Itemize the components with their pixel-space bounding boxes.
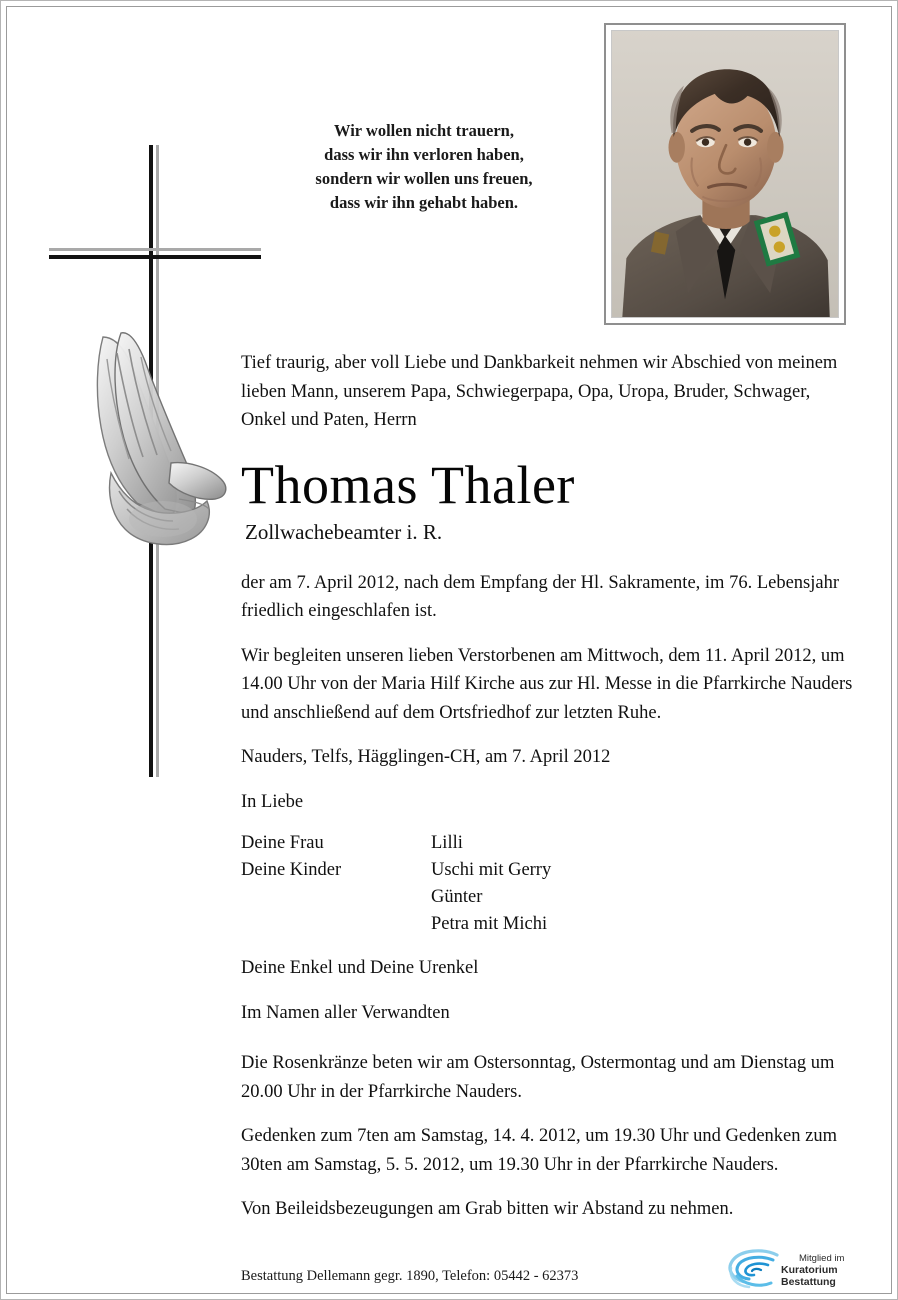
cross-horizontal-black xyxy=(49,255,261,259)
poem-line-3: sondern wir wollen uns freuen, xyxy=(315,169,533,188)
family-name-child-3: Petra mit Michi xyxy=(431,914,548,934)
deceased-name: Thomas Thaler xyxy=(241,454,575,515)
funeral-notice: Wir begleiten unseren lieben Verstorbenen am Mittwoch, dem 11. April 2012, um 14.00 Uhr von der Maria Hilf Kirche aus zur Hl. Messe in die Pfarrkirche Nauders und anschließend auf dem Ortsfriedhof zur letzten Ruhe. xyxy=(241,645,853,723)
funeral-home-info: Bestattung Dellemann gegr. 1890, Telefon: 05442 - 62373 xyxy=(241,1268,579,1284)
family-row-child-3 xyxy=(241,911,551,938)
logo-line-2: Kuratorium Bestattung xyxy=(781,1264,838,1288)
family-name-wife: Lilli xyxy=(431,833,463,853)
rosary-notice: Die Rosenkränze beten wir am Ostersonntag, Ostermontag und am Dienstag um 20.00 Uhr in der Pfarrkirche Nauders. xyxy=(241,1053,835,1102)
condolence-notice: Von Beileidsbezeugungen am Grab bitten wir Abstand zu nehmen. xyxy=(241,1199,734,1219)
poem-line-2: dass wir ihn verloren haben, xyxy=(324,145,524,164)
family-name-child-1: Uschi mit Gerry xyxy=(431,860,552,880)
family-label-children: Deine Kinder xyxy=(241,860,342,880)
family-row-wife xyxy=(241,830,551,857)
logo-line-1: Mitglied im xyxy=(799,1253,845,1264)
family-name-child-2: Günter xyxy=(431,887,483,907)
family-label-empty-2 xyxy=(241,911,431,938)
portrait-photo xyxy=(612,31,838,317)
family-label-wife: Deine Frau xyxy=(241,833,324,853)
memorial-notice: Gedenken zum 7ten am Samstag, 14. 4. 2012, um 19.30 Uhr und Gedenken zum 30ten am Samstag, 5. 5. 2012, um 19.30 Uhr in der Pfarrkirche Nauders. xyxy=(241,1126,837,1175)
deceased-role: Zollwachebeamter i. R. xyxy=(245,519,443,544)
cross-horizontal-gray xyxy=(49,248,261,251)
praying-hands-icon xyxy=(67,323,239,555)
places-and-date: Nauders, Telfs, Hägglingen-CH, am 7. April 2012 xyxy=(241,747,611,767)
portrait-mat xyxy=(611,30,839,318)
obituary-body xyxy=(241,349,857,1224)
relatives-line: Im Namen aller Verwandten xyxy=(241,1002,450,1023)
poem-line-4: dass wir ihn gehabt haben. xyxy=(329,193,519,212)
memorial-poem xyxy=(241,119,607,215)
family-list xyxy=(241,830,551,938)
in-love-label: In Liebe xyxy=(241,791,304,812)
swirl-icon xyxy=(723,1246,785,1290)
family-row-children xyxy=(241,857,551,884)
poem-line-1: Wir wollen nicht trauern, xyxy=(334,121,514,140)
kuratorium-logo xyxy=(723,1244,875,1292)
intro-paragraph: Tief traurig, aber voll Liebe und Dankbarkeit nehmen wir Abschied von meinem lieben Mann, unserem Papa, Schwiegerpapa, Opa, Uropa, Bruder, Schwager, Onkel und Paten, Herrn xyxy=(241,353,838,430)
family-row-child-2 xyxy=(241,884,551,911)
portrait-frame xyxy=(604,23,846,325)
grandchildren-line: Deine Enkel und Deine Urenkel xyxy=(241,958,479,978)
family-label-empty-1 xyxy=(241,884,431,911)
logo-text xyxy=(781,1253,875,1288)
death-notice: der am 7. April 2012, nach dem Empfang der Hl. Sakramente, im 76. Lebensjahr friedlich eingeschlafen ist. xyxy=(241,572,839,621)
